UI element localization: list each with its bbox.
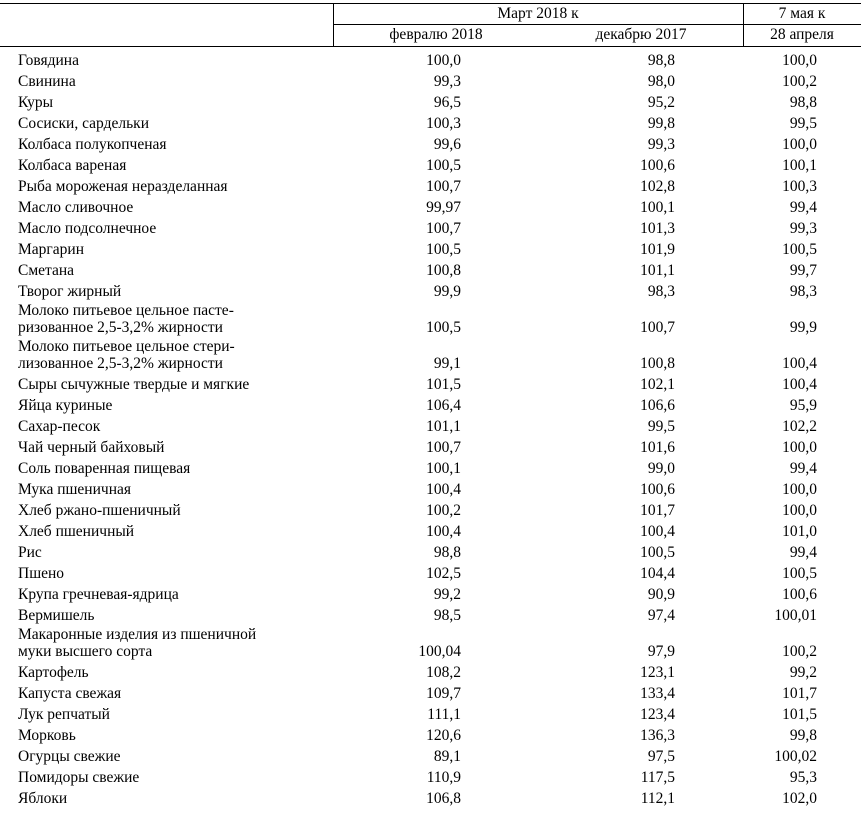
value-apr: 95,3 [789, 769, 817, 786]
value-feb: 99,2 [433, 586, 461, 603]
value-apr: 100,0 [782, 502, 817, 519]
value-feb: 100,3 [426, 115, 461, 132]
value-dec: 101,6 [640, 439, 675, 456]
table-row [0, 704, 861, 725]
value-apr: 100,0 [782, 481, 817, 498]
value-feb: 111,1 [427, 706, 461, 723]
value-dec: 106,6 [640, 397, 675, 414]
table-row [0, 626, 861, 662]
value-feb: 100,7 [426, 178, 461, 195]
value-apr: 100,0 [782, 136, 817, 153]
product-name: Сосиски, сардельки [18, 115, 149, 132]
product-name: Рис [18, 544, 42, 561]
product-name: Масло подсолнечное [18, 220, 157, 237]
value-apr: 100,4 [782, 355, 817, 372]
value-feb: 100,0 [426, 52, 461, 69]
table-row [0, 338, 861, 374]
product-name: Сметана [18, 262, 75, 279]
value-feb: 100,1 [426, 460, 461, 477]
value-apr: 99,4 [789, 199, 817, 216]
value-apr: 100,2 [782, 643, 817, 660]
value-feb: 100,04 [418, 643, 461, 660]
header-mid-rule [333, 24, 861, 25]
value-feb: 100,7 [426, 220, 461, 237]
value-apr: 101,7 [782, 685, 817, 702]
value-dec: 123,1 [640, 664, 675, 681]
product-name: Молоко питьевое цельное стери- лизованное 2,5-3,2% жирности [18, 338, 235, 372]
product-name: Помидоры свежие [18, 769, 140, 786]
product-name: Чай черный байховый [18, 439, 165, 456]
value-apr: 98,3 [789, 283, 817, 300]
product-name: Яблоки [18, 790, 68, 807]
table-row [0, 479, 861, 500]
value-apr: 99,3 [789, 220, 817, 237]
value-feb: 100,7 [426, 439, 461, 456]
table-row [0, 134, 861, 155]
value-dec: 98,8 [647, 52, 675, 69]
value-dec: 99,8 [647, 115, 675, 132]
table-row [0, 416, 861, 437]
value-apr: 95,9 [789, 397, 817, 414]
value-feb: 89,1 [433, 748, 461, 765]
product-name: Свинина [18, 73, 76, 90]
value-dec: 100,5 [640, 544, 675, 561]
value-dec: 101,7 [640, 502, 675, 519]
value-dec: 123,4 [640, 706, 675, 723]
value-feb: 100,4 [426, 481, 461, 498]
value-dec: 101,9 [640, 241, 675, 258]
value-apr: 100,02 [774, 748, 817, 765]
value-feb: 101,1 [426, 418, 461, 435]
product-name: Огурцы свежие [18, 748, 121, 765]
table-row [0, 605, 861, 626]
value-dec: 102,8 [640, 178, 675, 195]
table-row [0, 746, 861, 767]
product-name: Капуста свежая [18, 685, 122, 702]
value-apr: 99,4 [789, 460, 817, 477]
table-row [0, 584, 861, 605]
table-row [0, 260, 861, 281]
table-row [0, 374, 861, 395]
table-row [0, 92, 861, 113]
value-apr: 98,8 [789, 94, 817, 111]
product-name: Соль поваренная пищевая [18, 460, 191, 477]
table-row [0, 542, 861, 563]
product-name: Пшено [18, 565, 65, 582]
table-row [0, 395, 861, 416]
product-name: Творог жирный [18, 283, 122, 300]
value-dec: 100,6 [640, 157, 675, 174]
value-dec: 100,8 [640, 355, 675, 372]
value-dec: 97,9 [647, 643, 675, 660]
value-feb: 98,8 [433, 544, 461, 561]
value-feb: 109,7 [426, 685, 461, 702]
value-feb: 100,5 [426, 319, 461, 336]
value-dec: 100,6 [640, 481, 675, 498]
product-name: Колбаса полукопченая [18, 136, 167, 153]
product-name: Рыба мороженая неразделанная [18, 178, 228, 195]
header-col-apr: 28 апреля [770, 26, 834, 43]
table-top-rule [0, 3, 861, 4]
value-dec: 97,5 [647, 748, 675, 765]
value-feb: 100,5 [426, 157, 461, 174]
value-feb: 120,6 [426, 727, 461, 744]
table-row [0, 176, 861, 197]
value-feb: 110,9 [426, 769, 461, 786]
table-row [0, 239, 861, 260]
value-dec: 112,1 [640, 790, 675, 807]
value-dec: 117,5 [640, 769, 675, 786]
value-feb: 98,5 [433, 607, 461, 624]
value-dec: 90,9 [647, 586, 675, 603]
product-name: Говядина [18, 52, 79, 69]
value-feb: 96,5 [433, 94, 461, 111]
product-name: Хлеб пшеничный [18, 523, 135, 540]
product-name: Картофель [18, 664, 89, 681]
header-col-feb: февралю 2018 [389, 26, 483, 43]
product-name: Мука пшеничная [18, 481, 131, 498]
value-feb: 99,3 [433, 73, 461, 90]
product-name: Крупа гречневая-ядрица [18, 586, 179, 603]
value-feb: 100,4 [426, 523, 461, 540]
product-name: Колбаса вареная [18, 157, 127, 174]
table-row [0, 50, 861, 71]
value-feb: 106,8 [426, 790, 461, 807]
value-apr: 100,5 [782, 565, 817, 582]
value-feb: 106,4 [426, 397, 461, 414]
value-feb: 102,5 [426, 565, 461, 582]
value-feb: 99,1 [433, 355, 461, 372]
product-name: Сахар-песок [18, 418, 101, 435]
value-feb: 99,6 [433, 136, 461, 153]
value-dec: 98,0 [647, 73, 675, 90]
table-row [0, 71, 861, 92]
table-row [0, 302, 861, 338]
product-name: Вермишель [18, 607, 95, 624]
value-dec: 136,3 [640, 727, 675, 744]
value-dec: 99,0 [647, 460, 675, 477]
table-row [0, 662, 861, 683]
value-feb: 101,5 [426, 376, 461, 393]
table-row [0, 458, 861, 479]
value-feb: 100,2 [426, 502, 461, 519]
value-apr: 99,5 [789, 115, 817, 132]
value-feb: 108,2 [426, 664, 461, 681]
value-dec: 98,3 [647, 283, 675, 300]
table-row [0, 437, 861, 458]
value-apr: 100,0 [782, 439, 817, 456]
product-name: Маргарин [18, 241, 84, 258]
value-apr: 100,01 [774, 607, 817, 624]
value-apr: 100,0 [782, 52, 817, 69]
value-dec: 95,2 [647, 94, 675, 111]
table-row [0, 521, 861, 542]
table-row [0, 113, 861, 134]
table-row [0, 197, 861, 218]
table-row [0, 281, 861, 302]
product-name: Масло сливочное [18, 199, 134, 216]
value-apr: 99,7 [789, 262, 817, 279]
value-dec: 101,3 [640, 220, 675, 237]
value-apr: 99,4 [789, 544, 817, 561]
table-body [0, 50, 861, 809]
value-apr: 99,8 [789, 727, 817, 744]
value-dec: 97,4 [647, 607, 675, 624]
product-name: Сыры сычужные твердые и мягкие [18, 376, 250, 393]
value-apr: 102,2 [782, 418, 817, 435]
value-feb: 99,97 [426, 199, 461, 216]
value-apr: 100,2 [782, 73, 817, 90]
table-row [0, 788, 861, 809]
value-apr: 102,0 [782, 790, 817, 807]
value-apr: 99,2 [789, 664, 817, 681]
value-apr: 100,3 [782, 178, 817, 195]
table-row [0, 218, 861, 239]
value-apr: 100,6 [782, 586, 817, 603]
value-apr: 101,5 [782, 706, 817, 723]
header-group-march: Март 2018 к [497, 5, 579, 22]
product-name: Лук репчатый [18, 706, 110, 723]
value-dec: 100,4 [640, 523, 675, 540]
value-apr: 100,5 [782, 241, 817, 258]
value-dec: 101,1 [640, 262, 675, 279]
header-group-may: 7 мая к [778, 5, 826, 22]
table-row [0, 725, 861, 746]
table-row [0, 767, 861, 788]
table-row [0, 683, 861, 704]
product-name: Куры [18, 94, 54, 111]
product-name: Хлеб ржано-пшеничный [18, 502, 181, 519]
value-dec: 99,3 [647, 136, 675, 153]
table-row [0, 563, 861, 584]
header-bottom-rule [0, 46, 861, 47]
table-row [0, 500, 861, 521]
value-dec: 104,4 [640, 565, 675, 582]
value-apr: 100,4 [782, 376, 817, 393]
value-dec: 133,4 [640, 685, 675, 702]
value-apr: 101,0 [782, 523, 817, 540]
product-name: Морковь [18, 727, 76, 744]
header-col-dec: декабрю 2017 [595, 26, 687, 43]
product-name: Яйца куриные [18, 397, 113, 414]
value-feb: 100,5 [426, 241, 461, 258]
value-apr: 99,9 [789, 319, 817, 336]
value-dec: 100,7 [640, 319, 675, 336]
value-dec: 99,5 [647, 418, 675, 435]
table-row [0, 155, 861, 176]
product-name: Молоко питьевое цельное пасте- ризованное 2,5-3,2% жирности [18, 302, 234, 336]
value-dec: 102,1 [640, 376, 675, 393]
value-feb: 100,8 [426, 262, 461, 279]
value-apr: 100,1 [782, 157, 817, 174]
value-dec: 100,1 [640, 199, 675, 216]
product-name: Макаронные изделия из пшеничной муки высшего сорта [18, 626, 257, 660]
value-feb: 99,9 [433, 283, 461, 300]
